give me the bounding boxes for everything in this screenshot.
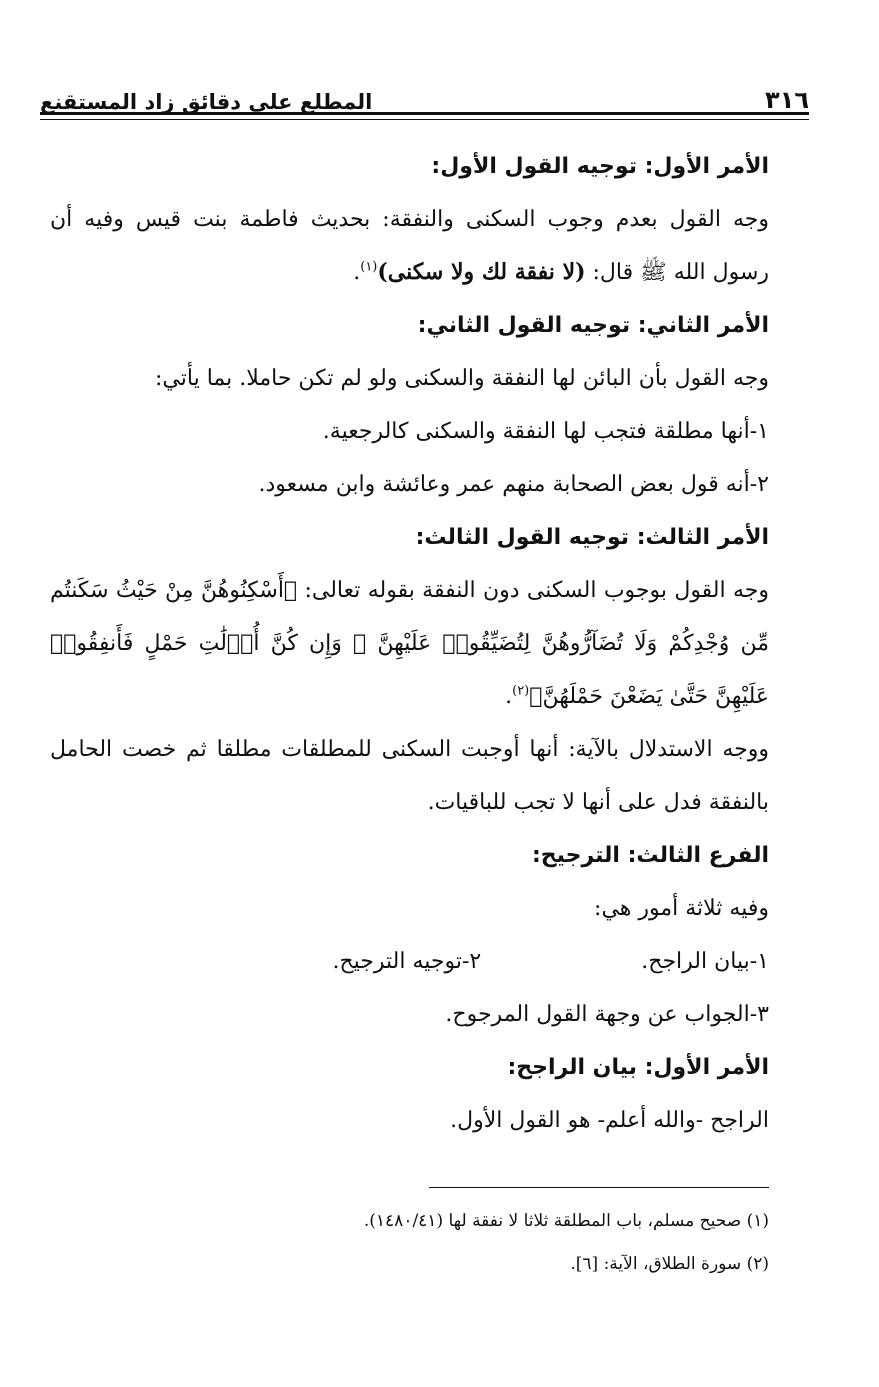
paragraph (50, 193, 769, 299)
footnote-ref: (٢) (512, 683, 530, 699)
footnotes (50, 1200, 769, 1286)
list-item: ٢-أنه قول بعض الصحابة منهم عمر وعائشة وابن مسعود. (258, 472, 769, 497)
section-heading: الأمر الثاني: توجيه القول الثاني: (417, 313, 769, 338)
paragraph-text: وجه القول بوجوب السكنى دون النفقة بقوله تعالى: (297, 578, 769, 603)
paragraph-text: وجه القول بعدم وجوب السكنى والنفقة: بحديث فاطمة بنت قيس وفيه أن رسول الله ﷺ قال: (50, 207, 769, 285)
period: . (353, 260, 361, 285)
section-heading: الأمر الثالث: توجيه القول الثالث: (415, 525, 769, 550)
list-item: ٢-توجيه الترجيح. (332, 949, 482, 974)
paragraph: ووجه الاستدلال بالآية: أنها أوجبت السكنى للمطلقات مطلقا ثم خصت الحامل بالنفقة فدل على أنها لا تجب للباقيات. (50, 737, 769, 815)
list-row (50, 935, 769, 988)
section-heading: الفرع الثالث: الترجيح: (531, 843, 769, 868)
page-header (40, 70, 809, 114)
footnote-separator (429, 1187, 769, 1188)
period: . (505, 684, 513, 709)
page-body (50, 140, 769, 1147)
footnote: (١) صحيح مسلم، باب المطلقة ثلاثا لا نفقة لها (١٤٨٠/٤١). (363, 1211, 769, 1231)
list-item: ١-أنها مطلقة فتجب لها النفقة والسكنى كالرجعية. (322, 419, 769, 444)
paragraph: وجه القول بأن البائن لها النفقة والسكنى ولو لم تكن حاملا. بما يأتي: (155, 366, 769, 391)
hadith-quote: (لا نفقة لك ولا سكنى) (377, 259, 586, 285)
paragraph: وفيه ثلاثة أمور هي: (594, 896, 769, 921)
header-rule-thin (40, 119, 809, 120)
list-item: ١-بيان الراجح. (641, 949, 769, 974)
header-rule-thick (40, 112, 809, 115)
quran-verse: ﴿أَسْكِنُوهُنَّ مِنْ حَيْثُ سَكَنتُم مِّن وُجْدِكُمْ وَلَا تُضَآرُّوهُنَّ لِتُضَيِّقُوا۟ عَلَيْهِنَّ ۚ وَإِن كُنَّ أُو۟لَٰتِ حَمْلٍ فَأَنفِقُوا۟ عَلَيْهِنَّ حَتَّىٰ يَضَعْنَ حَمْلَهُنَّ﴾ (50, 578, 769, 709)
footnote: (٢) سورة الطلاق، الآية: [٦]. (570, 1254, 769, 1274)
list-item: ٣-الجواب عن وجهة القول المرجوح. (445, 1002, 769, 1027)
section-heading: الأمر الأول: توجيه القول الأول: (431, 154, 769, 179)
paragraph: الراجح -والله أعلم- هو القول الأول. (450, 1108, 769, 1133)
footnote-ref: (١) (360, 259, 378, 275)
section-heading: الأمر الأول: بيان الراجح: (507, 1055, 769, 1080)
paragraph (50, 564, 769, 723)
page-number: ٣١٦ (765, 86, 809, 114)
book-title: المطلع على دقائق زاد المستقنع (40, 90, 373, 114)
